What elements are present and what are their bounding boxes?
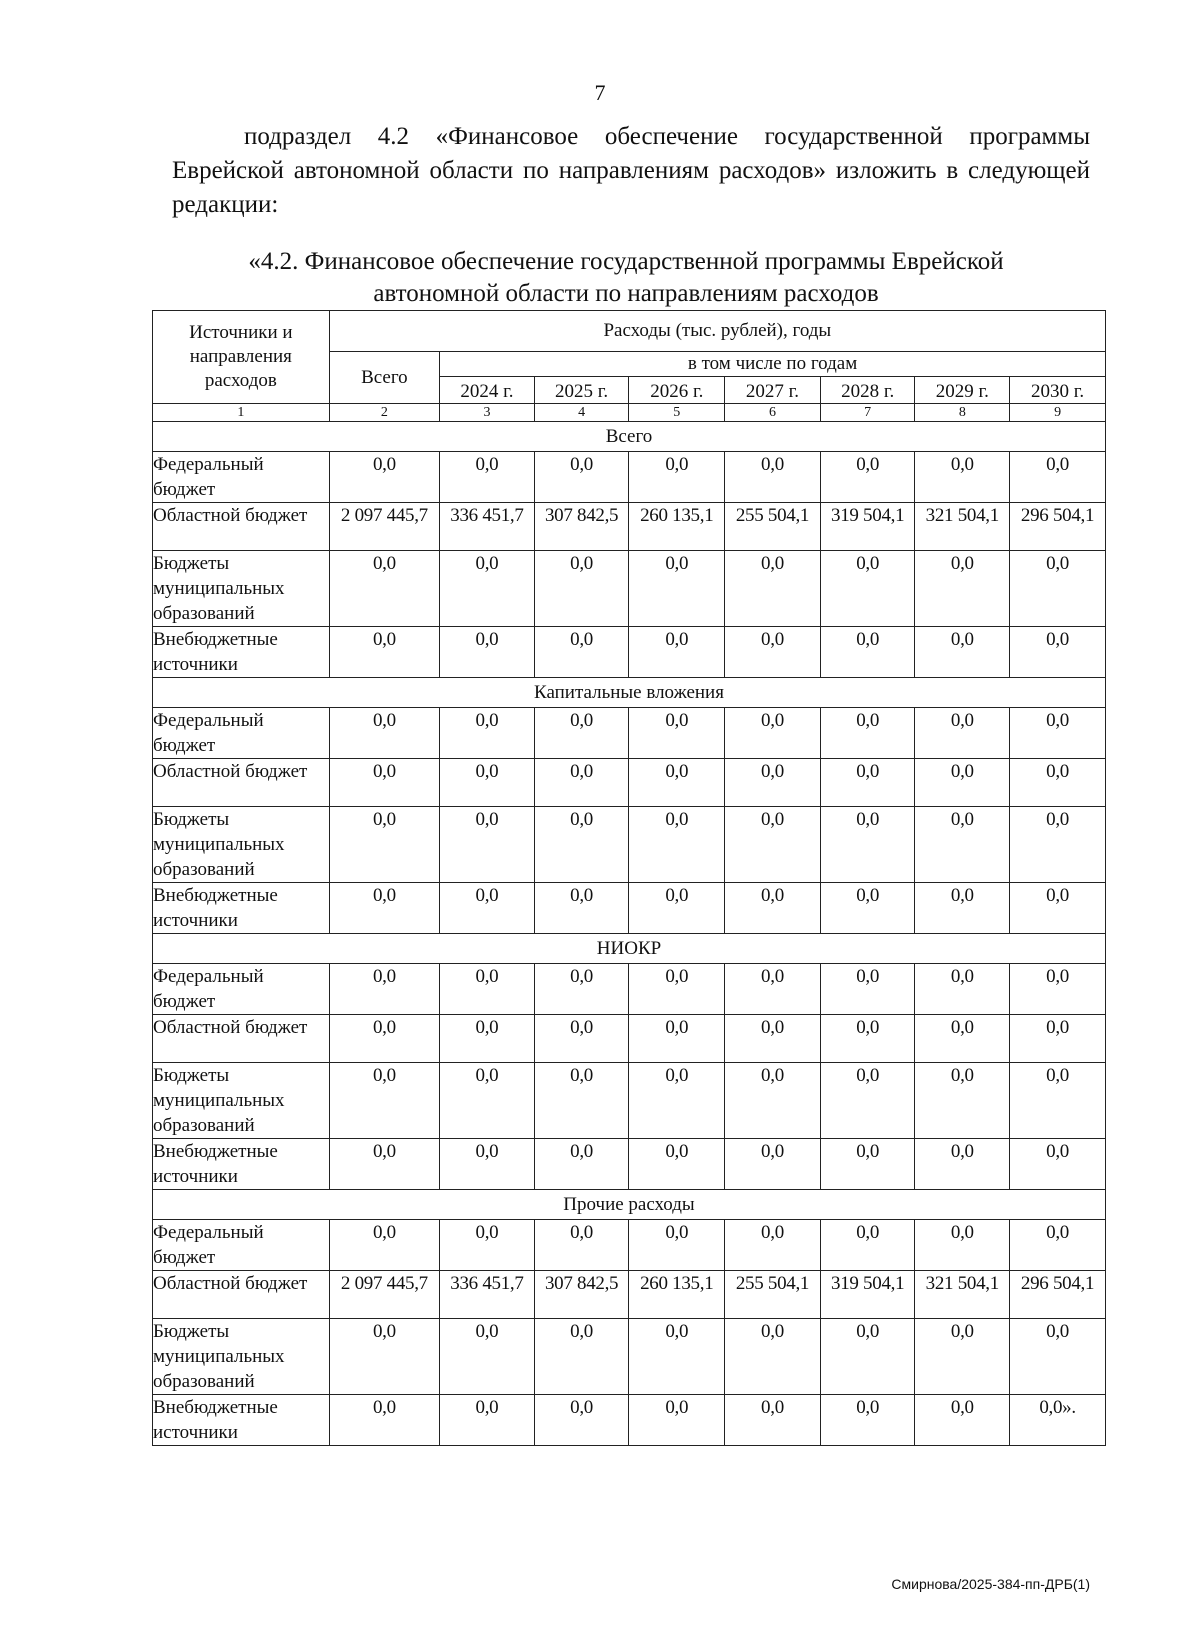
value-cell: 0,0 xyxy=(329,1395,439,1446)
source-label: Областной бюджет xyxy=(153,1015,330,1063)
section-title-line-1: «4.2. Финансовое обеспечение государственной программы Еврейской xyxy=(248,248,1004,275)
table-row xyxy=(153,807,1106,883)
value-cell: 0,0 xyxy=(534,759,629,807)
value-cell: 0,0 xyxy=(629,1063,725,1139)
column-number: 3 xyxy=(440,404,535,422)
value-cell: 0,0 xyxy=(440,1015,535,1063)
value-cell: 0,0 xyxy=(440,807,535,883)
value-cell: 0,0 xyxy=(915,1395,1010,1446)
column-number: 4 xyxy=(534,404,629,422)
value-cell: 0,0 xyxy=(820,627,915,678)
value-cell: 0,0 xyxy=(915,627,1010,678)
value-cell: 0,0 xyxy=(725,1220,821,1271)
value-cell: 0,0 xyxy=(534,883,629,934)
value-cell: 0,0 xyxy=(629,452,725,503)
value-cell: 0,0 xyxy=(440,1395,535,1446)
group-row xyxy=(153,678,1106,708)
value-cell: 336 451,7 xyxy=(440,503,535,551)
value-cell: 0,0 xyxy=(820,1319,915,1395)
group-title: Всего xyxy=(153,422,1106,452)
column-number: 7 xyxy=(820,404,915,422)
group-title: Капитальные вложения xyxy=(153,678,1106,708)
value-cell: 0,0 xyxy=(534,627,629,678)
value-cell: 0,0 xyxy=(329,452,439,503)
source-label: Внебюджетные источники xyxy=(153,883,330,934)
table-row xyxy=(153,1015,1106,1063)
value-cell: 0,0 xyxy=(329,1319,439,1395)
value-cell: 0,0 xyxy=(915,551,1010,627)
value-cell: 0,0 xyxy=(725,1395,821,1446)
value-cell: 0,0 xyxy=(629,1015,725,1063)
value-cell: 2 097 445,7 xyxy=(329,1271,439,1319)
value-cell: 0,0 xyxy=(629,1319,725,1395)
value-cell: 0,0 xyxy=(629,551,725,627)
header-year: 2030 г. xyxy=(1010,377,1106,404)
value-cell: 0,0 xyxy=(915,807,1010,883)
value-cell: 0,0 xyxy=(725,1319,821,1395)
column-number: 8 xyxy=(915,404,1010,422)
header-year: 2029 г. xyxy=(915,377,1010,404)
value-cell: 0,0 xyxy=(915,964,1010,1015)
value-cell: 0,0 xyxy=(534,708,629,759)
group-row xyxy=(153,422,1106,452)
value-cell: 321 504,1 xyxy=(915,503,1010,551)
value-cell: 0,0». xyxy=(1010,1395,1106,1446)
value-cell: 0,0 xyxy=(534,551,629,627)
value-cell: 0,0 xyxy=(820,1395,915,1446)
value-cell: 0,0 xyxy=(1010,1220,1106,1271)
source-label: Внебюджетные источники xyxy=(153,1395,330,1446)
table-row xyxy=(153,1139,1106,1190)
intro-paragraph: подраздел 4.2 «Финансовое обеспечение государственной программы Еврейской автономной области по направлениям расходов» изложить в следующей редакции: xyxy=(172,123,1090,218)
value-cell: 0,0 xyxy=(629,1139,725,1190)
value-cell: 0,0 xyxy=(1010,807,1106,883)
value-cell: 0,0 xyxy=(915,1063,1010,1139)
section-title xyxy=(150,246,1102,310)
value-cell: 319 504,1 xyxy=(820,1271,915,1319)
value-cell: 0,0 xyxy=(820,1139,915,1190)
value-cell: 255 504,1 xyxy=(725,1271,821,1319)
source-label: Федеральный бюджет xyxy=(153,708,330,759)
section-title-line-2: автономной области по направлениям расходов xyxy=(373,280,879,307)
table-row xyxy=(153,1063,1106,1139)
value-cell: 0,0 xyxy=(329,1063,439,1139)
source-label: Бюджеты муниципальных образований xyxy=(153,807,330,883)
table-row xyxy=(153,1220,1106,1271)
value-cell: 0,0 xyxy=(329,1220,439,1271)
table-row xyxy=(153,452,1106,503)
source-label: Бюджеты муниципальных образований xyxy=(153,1319,330,1395)
table-row xyxy=(153,1319,1106,1395)
value-cell: 0,0 xyxy=(820,1015,915,1063)
table-row xyxy=(153,883,1106,934)
group-title: Прочие расходы xyxy=(153,1190,1106,1220)
value-cell: 0,0 xyxy=(915,883,1010,934)
value-cell: 0,0 xyxy=(534,1063,629,1139)
value-cell: 0,0 xyxy=(1010,883,1106,934)
value-cell: 0,0 xyxy=(725,551,821,627)
value-cell: 0,0 xyxy=(820,551,915,627)
value-cell: 307 842,5 xyxy=(534,1271,629,1319)
source-label: Областной бюджет xyxy=(153,503,330,551)
value-cell: 0,0 xyxy=(329,551,439,627)
table-row xyxy=(153,503,1106,551)
value-cell: 296 504,1 xyxy=(1010,503,1106,551)
header-year: 2027 г. xyxy=(725,377,821,404)
value-cell: 0,0 xyxy=(725,1015,821,1063)
source-label: Бюджеты муниципальных образований xyxy=(153,551,330,627)
header-by-years: в том числе по годам xyxy=(440,352,1106,377)
value-cell: 0,0 xyxy=(329,1139,439,1190)
value-cell: 0,0 xyxy=(440,1139,535,1190)
column-number: 5 xyxy=(629,404,725,422)
value-cell: 2 097 445,7 xyxy=(329,503,439,551)
value-cell: 0,0 xyxy=(725,708,821,759)
value-cell: 0,0 xyxy=(915,1319,1010,1395)
value-cell: 0,0 xyxy=(440,1220,535,1271)
value-cell: 0,0 xyxy=(915,708,1010,759)
value-cell: 0,0 xyxy=(725,964,821,1015)
value-cell: 0,0 xyxy=(820,452,915,503)
table-row xyxy=(153,708,1106,759)
value-cell: 260 135,1 xyxy=(629,503,725,551)
value-cell: 0,0 xyxy=(725,1139,821,1190)
value-cell: 0,0 xyxy=(1010,708,1106,759)
financing-table xyxy=(152,310,1106,1446)
value-cell: 0,0 xyxy=(629,759,725,807)
value-cell: 0,0 xyxy=(725,452,821,503)
table-row xyxy=(153,551,1106,627)
value-cell: 0,0 xyxy=(329,627,439,678)
header-expenses: Расходы (тыс. рублей), годы xyxy=(329,311,1105,352)
value-cell: 0,0 xyxy=(1010,1015,1106,1063)
value-cell: 319 504,1 xyxy=(820,503,915,551)
value-cell: 0,0 xyxy=(725,883,821,934)
table-row xyxy=(153,1271,1106,1319)
column-number: 1 xyxy=(153,404,330,422)
group-title: НИОКР xyxy=(153,934,1106,964)
value-cell: 0,0 xyxy=(820,708,915,759)
source-label: Областной бюджет xyxy=(153,759,330,807)
header-year: 2028 г. xyxy=(820,377,915,404)
source-label: Федеральный бюджет xyxy=(153,452,330,503)
value-cell: 0,0 xyxy=(725,1063,821,1139)
value-cell: 0,0 xyxy=(629,1395,725,1446)
value-cell: 0,0 xyxy=(629,1220,725,1271)
source-label: Внебюджетные источники xyxy=(153,1139,330,1190)
value-cell: 0,0 xyxy=(629,708,725,759)
header-year: 2025 г. xyxy=(534,377,629,404)
value-cell: 0,0 xyxy=(440,627,535,678)
value-cell: 0,0 xyxy=(329,708,439,759)
value-cell: 0,0 xyxy=(629,883,725,934)
source-label: Областной бюджет xyxy=(153,1271,330,1319)
value-cell: 0,0 xyxy=(440,708,535,759)
value-cell: 0,0 xyxy=(440,551,535,627)
value-cell: 0,0 xyxy=(440,452,535,503)
header-total: Всего xyxy=(329,352,439,404)
value-cell: 0,0 xyxy=(915,1139,1010,1190)
value-cell: 0,0 xyxy=(915,759,1010,807)
value-cell: 260 135,1 xyxy=(629,1271,725,1319)
value-cell: 321 504,1 xyxy=(915,1271,1010,1319)
column-number: 9 xyxy=(1010,404,1106,422)
value-cell: 0,0 xyxy=(534,1015,629,1063)
value-cell: 0,0 xyxy=(629,807,725,883)
value-cell: 0,0 xyxy=(1010,551,1106,627)
value-cell: 0,0 xyxy=(1010,627,1106,678)
value-cell: 0,0 xyxy=(725,759,821,807)
value-cell: 0,0 xyxy=(440,759,535,807)
value-cell: 0,0 xyxy=(915,452,1010,503)
value-cell: 0,0 xyxy=(1010,452,1106,503)
value-cell: 0,0 xyxy=(440,964,535,1015)
table-row xyxy=(153,627,1106,678)
value-cell: 0,0 xyxy=(820,807,915,883)
value-cell: 0,0 xyxy=(534,1139,629,1190)
value-cell: 0,0 xyxy=(629,964,725,1015)
value-cell: 0,0 xyxy=(1010,964,1106,1015)
value-cell: 0,0 xyxy=(820,759,915,807)
page-number: 7 xyxy=(594,80,606,105)
value-cell: 0,0 xyxy=(329,1015,439,1063)
value-cell: 0,0 xyxy=(820,964,915,1015)
group-row xyxy=(153,934,1106,964)
value-cell: 307 842,5 xyxy=(534,503,629,551)
value-cell: 0,0 xyxy=(329,964,439,1015)
value-cell: 296 504,1 xyxy=(1010,1271,1106,1319)
value-cell: 0,0 xyxy=(725,807,821,883)
value-cell: 0,0 xyxy=(534,1220,629,1271)
group-row xyxy=(153,1190,1106,1220)
value-cell: 0,0 xyxy=(1010,1063,1106,1139)
source-label: Федеральный бюджет xyxy=(153,964,330,1015)
value-cell: 0,0 xyxy=(629,627,725,678)
value-cell: 0,0 xyxy=(440,883,535,934)
value-cell: 0,0 xyxy=(534,1319,629,1395)
value-cell: 0,0 xyxy=(1010,759,1106,807)
value-cell: 0,0 xyxy=(534,452,629,503)
value-cell: 0,0 xyxy=(440,1319,535,1395)
value-cell: 0,0 xyxy=(329,759,439,807)
table-row xyxy=(153,759,1106,807)
value-cell: 0,0 xyxy=(820,1220,915,1271)
header-year: 2024 г. xyxy=(440,377,535,404)
source-label: Бюджеты муниципальных образований xyxy=(153,1063,330,1139)
value-cell: 0,0 xyxy=(1010,1319,1106,1395)
value-cell: 0,0 xyxy=(329,883,439,934)
header-sources: Источники и направления расходов xyxy=(153,311,330,404)
value-cell: 0,0 xyxy=(915,1220,1010,1271)
value-cell: 0,0 xyxy=(820,1063,915,1139)
value-cell: 0,0 xyxy=(534,807,629,883)
value-cell: 0,0 xyxy=(329,807,439,883)
value-cell: 336 451,7 xyxy=(440,1271,535,1319)
header-year: 2026 г. xyxy=(629,377,725,404)
value-cell: 255 504,1 xyxy=(725,503,821,551)
source-label: Внебюджетные источники xyxy=(153,627,330,678)
column-number: 6 xyxy=(725,404,821,422)
value-cell: 0,0 xyxy=(915,1015,1010,1063)
value-cell: 0,0 xyxy=(1010,1139,1106,1190)
value-cell: 0,0 xyxy=(534,1395,629,1446)
column-number: 2 xyxy=(329,404,439,422)
value-cell: 0,0 xyxy=(534,964,629,1015)
table-row xyxy=(153,1395,1106,1446)
value-cell: 0,0 xyxy=(440,1063,535,1139)
document-code: Смирнова/2025-384-пп-ДРБ(1) xyxy=(891,1576,1090,1592)
value-cell: 0,0 xyxy=(820,883,915,934)
table-row xyxy=(153,964,1106,1015)
value-cell: 0,0 xyxy=(725,627,821,678)
source-label: Федеральный бюджет xyxy=(153,1220,330,1271)
